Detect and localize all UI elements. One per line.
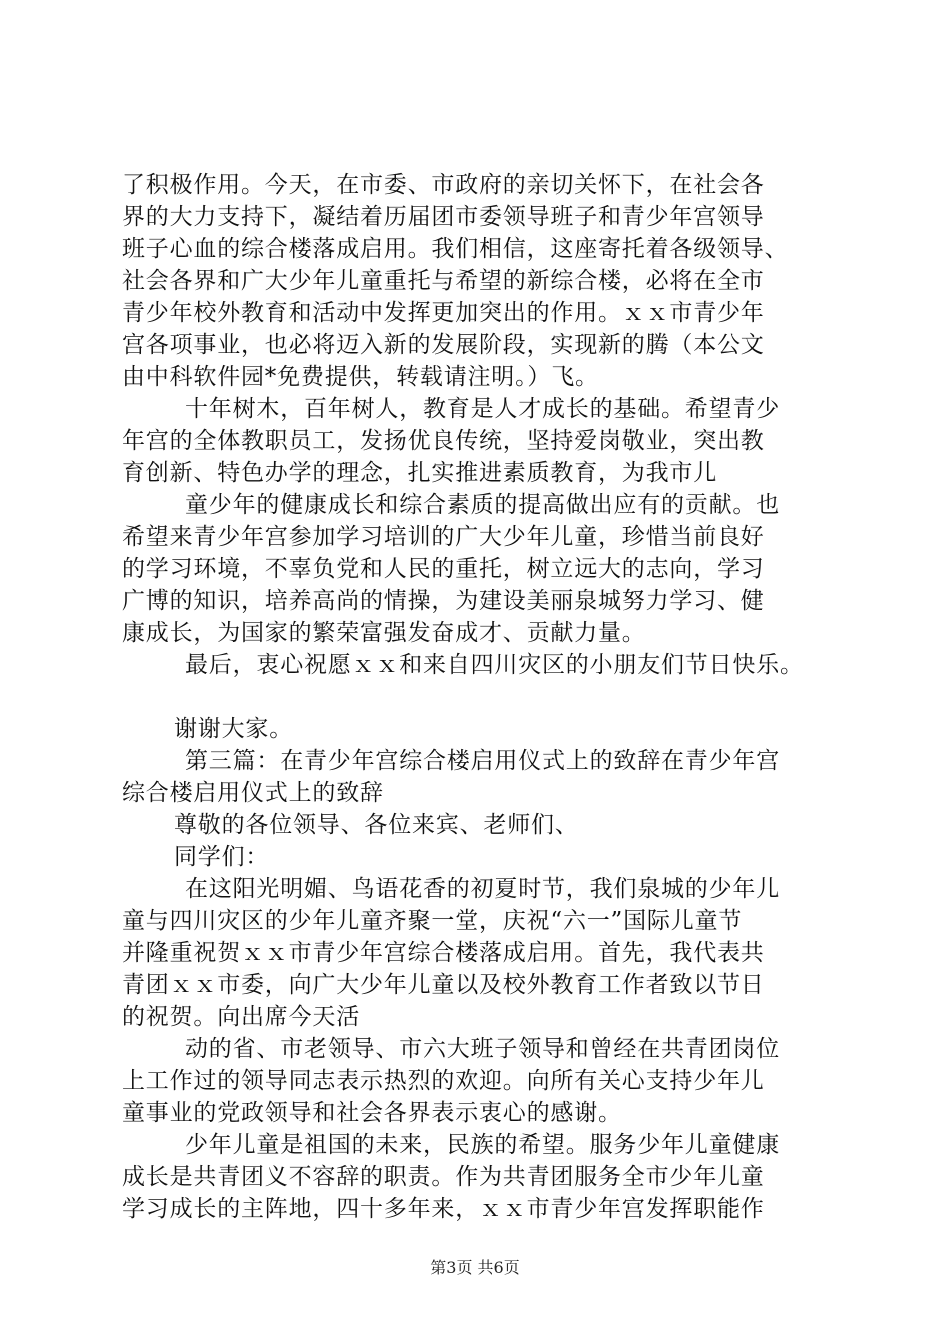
text-line: 班子心血的综合楼落成启用。我们相信，这座寄托着各级领导、 [122,236,789,262]
text-line: 动的省、市老领导、市六大班子领导和曾经在共青团岗位 [185,1036,780,1062]
text-line: 青少年校外教育和活动中发挥更加突出的作用。ｘｘ市青少年 [122,300,765,326]
text-line: 希望来青少年宫参加学习培训的广大少年儿童，珍惜当前良好 [122,524,765,550]
text-line: 并隆重祝贺ｘｘ市青少年宫综合楼落成启用。首先，我代表共 [122,940,765,966]
text-line: 青团ｘｘ市委，向广大少年儿童以及校外教育工作者致以节日 [122,972,765,998]
text-line: 谢谢大家。 [174,716,293,742]
text-line: 童与四川灾区的少年儿童齐聚一堂，庆祝“六一”国际儿童节 [122,908,743,934]
text-line: 同学们： [174,844,270,870]
text-line: 童事业的党政领导和社会各界表示衷心的感谢。 [122,1100,622,1126]
text-line: 社会各界和广大少年儿童重托与希望的新综合楼，必将在全市 [122,268,765,294]
text-line: 综合楼启用仪式上的致辞 [122,780,384,806]
text-line: 宫各项事业，也必将迈入新的发展阶段，实现新的腾（本公文 [122,332,765,358]
text-line: 的祝贺。向出席今天活 [122,1004,360,1030]
text-line: 十年树木，百年树人，教育是人才成长的基础。希望青少 [185,396,780,422]
text-line: 成长是共青团义不容辞的职责。作为共青团服务全市少年儿童 [122,1164,765,1190]
blank-line [122,681,834,713]
text-line: 童少年的健康成长和综合素质的提高做出应有的贡献。也 [185,492,780,518]
text-line: 康成长，为国家的繁荣富强发奋成才、贡献力量。 [122,620,646,646]
document-body [122,169,834,1225]
text-line: 在这阳光明媚、鸟语花香的初夏时节，我们泉城的少年儿 [185,876,780,902]
text-line: 尊敬的各位领导、各位来宾、老师们、 [174,812,579,838]
text-line: 界的大力支持下，凝结着历届团市委领导班子和青少年宫领导 [122,204,765,230]
text-line: 第三篇：在青少年宫综合楼启用仪式上的致辞在青少年宫 [185,748,780,774]
text-line: 了积极作用。今天，在市委、市政府的亲切关怀下，在社会各 [122,172,765,198]
text-line: 育创新、特色办学的理念，扎实推进素质教育，为我市儿 [122,460,717,486]
text-line: 广博的知识，培养高尚的情操，为建设美丽泉城努力学习、健 [122,588,765,614]
text-line: 少年儿童是祖国的未来，民族的希望。服务少年儿童健康 [185,1132,780,1158]
text-line: 上工作过的领导同志表示热烈的欢迎。向所有关心支持少年儿 [122,1068,765,1094]
text-line: 最后，衷心祝愿ｘｘ和来自四川灾区的小朋友们节日快乐。 [185,652,804,678]
text-line: 由中科软件园*免费提供，转载请注明。）飞。 [122,364,599,390]
text-line: 学习成长的主阵地，四十多年来，ｘｘ市青少年宫发挥职能作 [122,1196,765,1222]
text-line: 年宫的全体教职员工，发扬优良传统，坚持爱岗敬业，突出教 [122,428,765,454]
page-number-footer: 第3页 共6页 [430,1258,520,1277]
text-line: 的学习环境，不辜负党和人民的重托，树立远大的志向，学习 [122,556,765,582]
